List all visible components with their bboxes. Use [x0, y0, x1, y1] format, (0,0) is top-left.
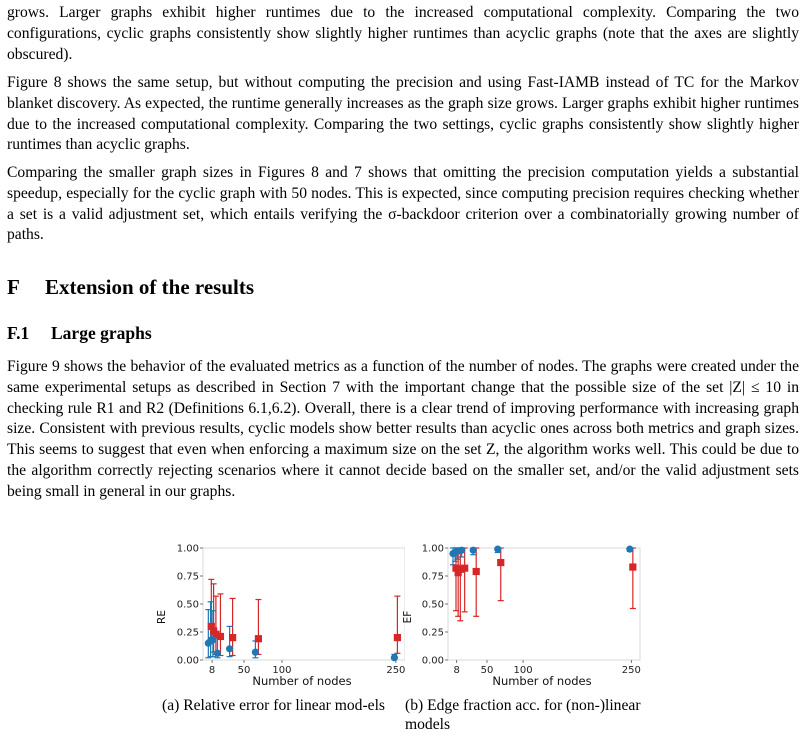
paragraph-figure8: Figure 8 shows the same setup, but without computing the precision and using Fast-IAMB instead of TC for the Markov blanket discovery. As expected, the runtime generally increases as the graph size grows. Larger graphs exhibit higher runtimes due to the increased computational complexity. Comparing the two settings, cyclic graphs consistently show slightly higher runtimes than acyclic graphs.	[7, 74, 799, 154]
y-tick-label: 0.50	[176, 599, 199, 611]
section-number: F	[7, 275, 20, 299]
data-point	[229, 634, 236, 641]
paragraph-comparison: Comparing the smaller graph sizes in Figures 8 and 7 shows that omitting the precision computation yields a substantial speedup, especially for the cyclic graph with 50 nodes. This is expected, since computing precision requires checking whether a set is a valid adjustment set, which entails verifying the σ-backdoor criterion over a combinatorially growing number of paths.	[7, 164, 799, 244]
caption-b: (b) Edge fraction acc. for (non-)linear models	[405, 697, 641, 733]
section-title: Extension of the results	[45, 275, 255, 299]
section-heading	[7, 272, 254, 302]
data-point	[252, 649, 259, 656]
paragraph-runtime-intro: grows. Larger graphs exhibit higher runtimes due to the increased computational complexity. Comparing the two configurations, cyclic graphs consistently show slightly higher runtimes than acyclic graphs (note that the axes are slightly obscured).	[7, 4, 799, 63]
data-point	[391, 654, 398, 661]
x-tick-label: 250	[386, 665, 405, 676]
data-point	[214, 650, 221, 657]
y-axis-label: RE	[156, 610, 168, 624]
data-point	[255, 635, 262, 642]
y-tick-label: 0.75	[176, 571, 199, 583]
plot-frame	[203, 548, 405, 660]
x-tick-label: 100	[513, 665, 533, 676]
x-tick-label: 50	[237, 665, 251, 676]
y-tick-label: 1.00	[176, 543, 199, 555]
subsection-number: F.1	[7, 323, 30, 343]
x-tick-label: 50	[480, 665, 494, 676]
data-point	[458, 547, 465, 554]
subsection-heading	[7, 321, 152, 345]
y-tick-label: 0.00	[176, 655, 199, 667]
paragraph-large-graphs: Figure 9 shows the behavior of the evaluated metrics as a function of the number of nodes. The graphs were created under the same experimental setups as described in Section 7 with the important change that the possible size of the set |Z| ≤ 10 in checking rule R1 and R2 (Definitions 6.1,6.2). Overall, there is a clear trend of improving performance with increasing graph size. Consistent with previous results, cyclic models show better results than acyclic ones across both metrics and graph sizes. This seems to suggest that even when enforcing a maximum size on the set Z, the algorithm works well. This could be due to the algorithm correctly rejecting scenarios where it cannot decide based on the smaller set, and/or the valid adjustment sets being small in general in our graphs.	[7, 358, 799, 500]
data-point	[461, 565, 468, 572]
chart-relative-error	[155, 535, 405, 690]
chart-edge-fraction	[400, 535, 650, 690]
y-tick-label: 0.25	[176, 627, 199, 639]
data-point	[470, 547, 477, 554]
data-point	[629, 563, 636, 570]
x-tick-label: 250	[621, 665, 641, 676]
y-tick-label: 0.00	[421, 655, 444, 667]
subsection-title: Large graphs	[51, 323, 152, 343]
x-tick-label: 100	[272, 665, 292, 676]
y-tick-label: 0.75	[421, 571, 444, 583]
x-tick-label: 8	[453, 665, 460, 676]
caption-a: (a) Relative error for linear mod-els	[162, 697, 385, 714]
y-tick-label: 0.50	[421, 599, 444, 611]
y-axis-label: EF	[402, 610, 414, 624]
data-point	[226, 645, 233, 652]
data-point	[217, 633, 224, 640]
data-point	[473, 568, 480, 575]
data-point	[494, 546, 501, 553]
x-axis-label: Number of nodes	[492, 674, 592, 688]
data-point	[209, 636, 216, 643]
y-tick-label: 1.00	[421, 543, 444, 555]
x-axis-label: Number of nodes	[252, 674, 352, 688]
data-point	[497, 559, 504, 566]
x-tick-label: 8	[208, 665, 216, 676]
data-point	[626, 546, 633, 553]
y-tick-label: 0.25	[421, 627, 444, 639]
